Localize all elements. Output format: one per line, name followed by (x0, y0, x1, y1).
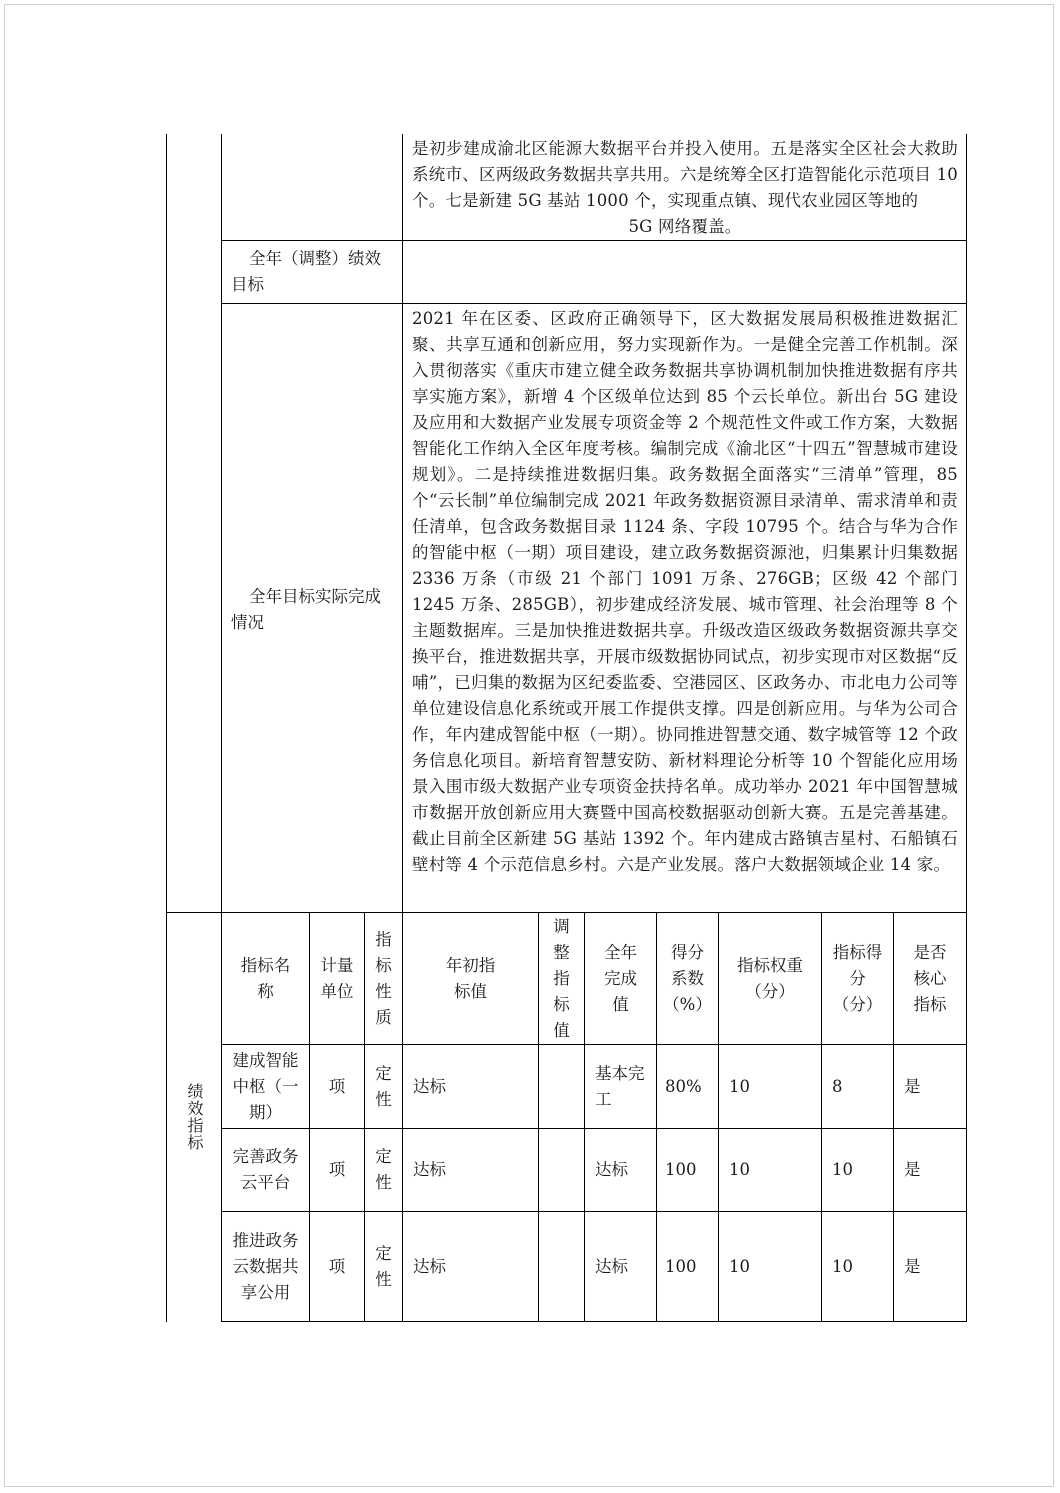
row1-actual: 基本完工 (595, 1063, 645, 1109)
indicators-section-label-cell (167, 913, 221, 1321)
table-bottom-line (221, 1321, 967, 1322)
row2-unit: 项 (328, 1160, 346, 1179)
row3-actual: 达标 (595, 1256, 628, 1276)
row-divider-1 (221, 240, 967, 241)
header-core: 是否核心指标 (913, 942, 947, 1014)
row3-nature: 定性 (375, 1243, 392, 1289)
adjusted-target-label: 全年（调整）绩效目标 (231, 249, 381, 294)
header-score: 指标得分（分） (832, 942, 883, 1014)
row-divider-2 (221, 303, 967, 304)
row2-initial: 达标 (413, 1160, 446, 1179)
row2-weight: 10 (729, 1160, 750, 1179)
row3-weight: 10 (729, 1256, 750, 1276)
row2-coef: 100 (665, 1160, 697, 1179)
row1-unit: 项 (328, 1076, 346, 1096)
header-nature: 指标性质 (375, 929, 392, 1027)
row1-initial: 达标 (413, 1076, 446, 1096)
row2-score: 10 (832, 1160, 853, 1179)
header-unit: 计量单位 (320, 955, 354, 1001)
row1-nature: 定性 (375, 1063, 392, 1109)
row1-adjusted (539, 1045, 584, 1128)
row1-weight: 10 (729, 1076, 750, 1096)
indicators-section-label: 绩效指标 (185, 1083, 204, 1151)
target-tail-last-line: 5G 网络覆盖。 (628, 217, 742, 236)
outer-right-line (966, 134, 967, 1322)
header-initial: 年初指标值 (445, 955, 496, 1001)
row3-core: 是 (904, 1256, 921, 1276)
row2-name: 完善政务云平台 (232, 1147, 299, 1192)
row3-adjusted (539, 1212, 584, 1321)
row3-coef: 100 (665, 1256, 697, 1276)
row2-adjusted (539, 1129, 584, 1211)
row2-actual: 达标 (595, 1160, 628, 1179)
label-col-right-line (402, 134, 403, 912)
row2-core: 是 (904, 1160, 921, 1179)
row3-unit: 项 (328, 1256, 346, 1276)
row1-core: 是 (904, 1076, 921, 1096)
row1-name: 建成智能中枢（一期） (232, 1050, 299, 1122)
row1-score: 8 (832, 1076, 843, 1096)
row3-initial: 达标 (413, 1256, 446, 1276)
header-name: 指标名称 (240, 955, 291, 1001)
target-tail-text: 是初步建成渝北区能源大数据平台并投入使用。五是落实全区社会大救助系统市、区两级政务数据共享共用。六是统筹全区打造智能化示范项目 10 个。七是新建 5G 基站 1000 个，实现重点镇、现代农业园区等地的 (412, 139, 958, 210)
row3-score: 10 (832, 1256, 853, 1276)
header-adjusted: 调整指标值 (553, 916, 570, 1040)
actual-completion-label: 全年目标实际完成情况 (231, 587, 381, 632)
header-weight: 指标权重（分） (737, 955, 803, 1001)
actual-completion-text: 2021 年在区委、区政府正确领导下，区大数据发展局积极推进数据汇聚、共享互通和创新应用，努力实现新作为。一是健全完善工作机制。深入贯彻落实《重庆市建立健全政务数据共享协调机制加快推进数据有序共享实施方案》，新增 4 个区级单位达到 85 个云长单位。新出台 5G 建设及应用和大数据产业发展专项资金等 2 个规范性文件或工作方案，大数据智能化工作纳入全区年度考核。编制完成《渝北区“十四五”智慧城市建设规划》。二是持续推进数据归集。政务数据全面落实“三清单”管理，85 个“云长制”单位编制完成 2021 年政务数据资源目录清单、需求清单和责任清单，包含政务数据目录 1124 条、字段 10795 个。结合与华为合作的智能中枢（一期）项目建设，建立政务数据资源池，归集累计归集数据 2336 万条（市级 21 个部门 1091 万条、276GB；区级 42 个部门 1245 万条、285GB），初步建成经济发展、城市管理、社会治理等 8 个主题数据库。三是加快推进数据共享。升级改造区级政务数据资源共享交换平台，推进数据共享，开展市级数据协同试点，初步实现市对区数据“反哺”，已归集的数据为区纪委监委、空港园区、区政务办、市北电力公司等单位建设信息化系统或开展工作提供支撑。四是创新应用。与华为公司合作，年内建成智能中枢（一期）。协同推进智慧交通、数字城管等 12 个政务信息化项目。新培育智慧安防、新材料理论分析等 10 个智能化应用场景入围市级大数据产业专项资金扶持名单。成功举办 2021 年中国智慧城市数据开放创新应用大赛暨中国高校数据驱动创新大赛。五是完善基建。截止目前全区新建 5G 基站 1392 个。年内建成古路镇吉星村、石船镇石壁村等 4 个示范信息乡村。六是产业发展。落户大数据领域企业 14 家。 (412, 309, 958, 874)
row2-nature: 定性 (375, 1147, 392, 1192)
header-coef: 得分系数（%） (663, 942, 712, 1014)
row3-name: 推进政务云数据共享公用 (232, 1230, 299, 1302)
row1-coef: 80% (665, 1076, 702, 1096)
header-actual: 全年完成值 (604, 942, 637, 1014)
